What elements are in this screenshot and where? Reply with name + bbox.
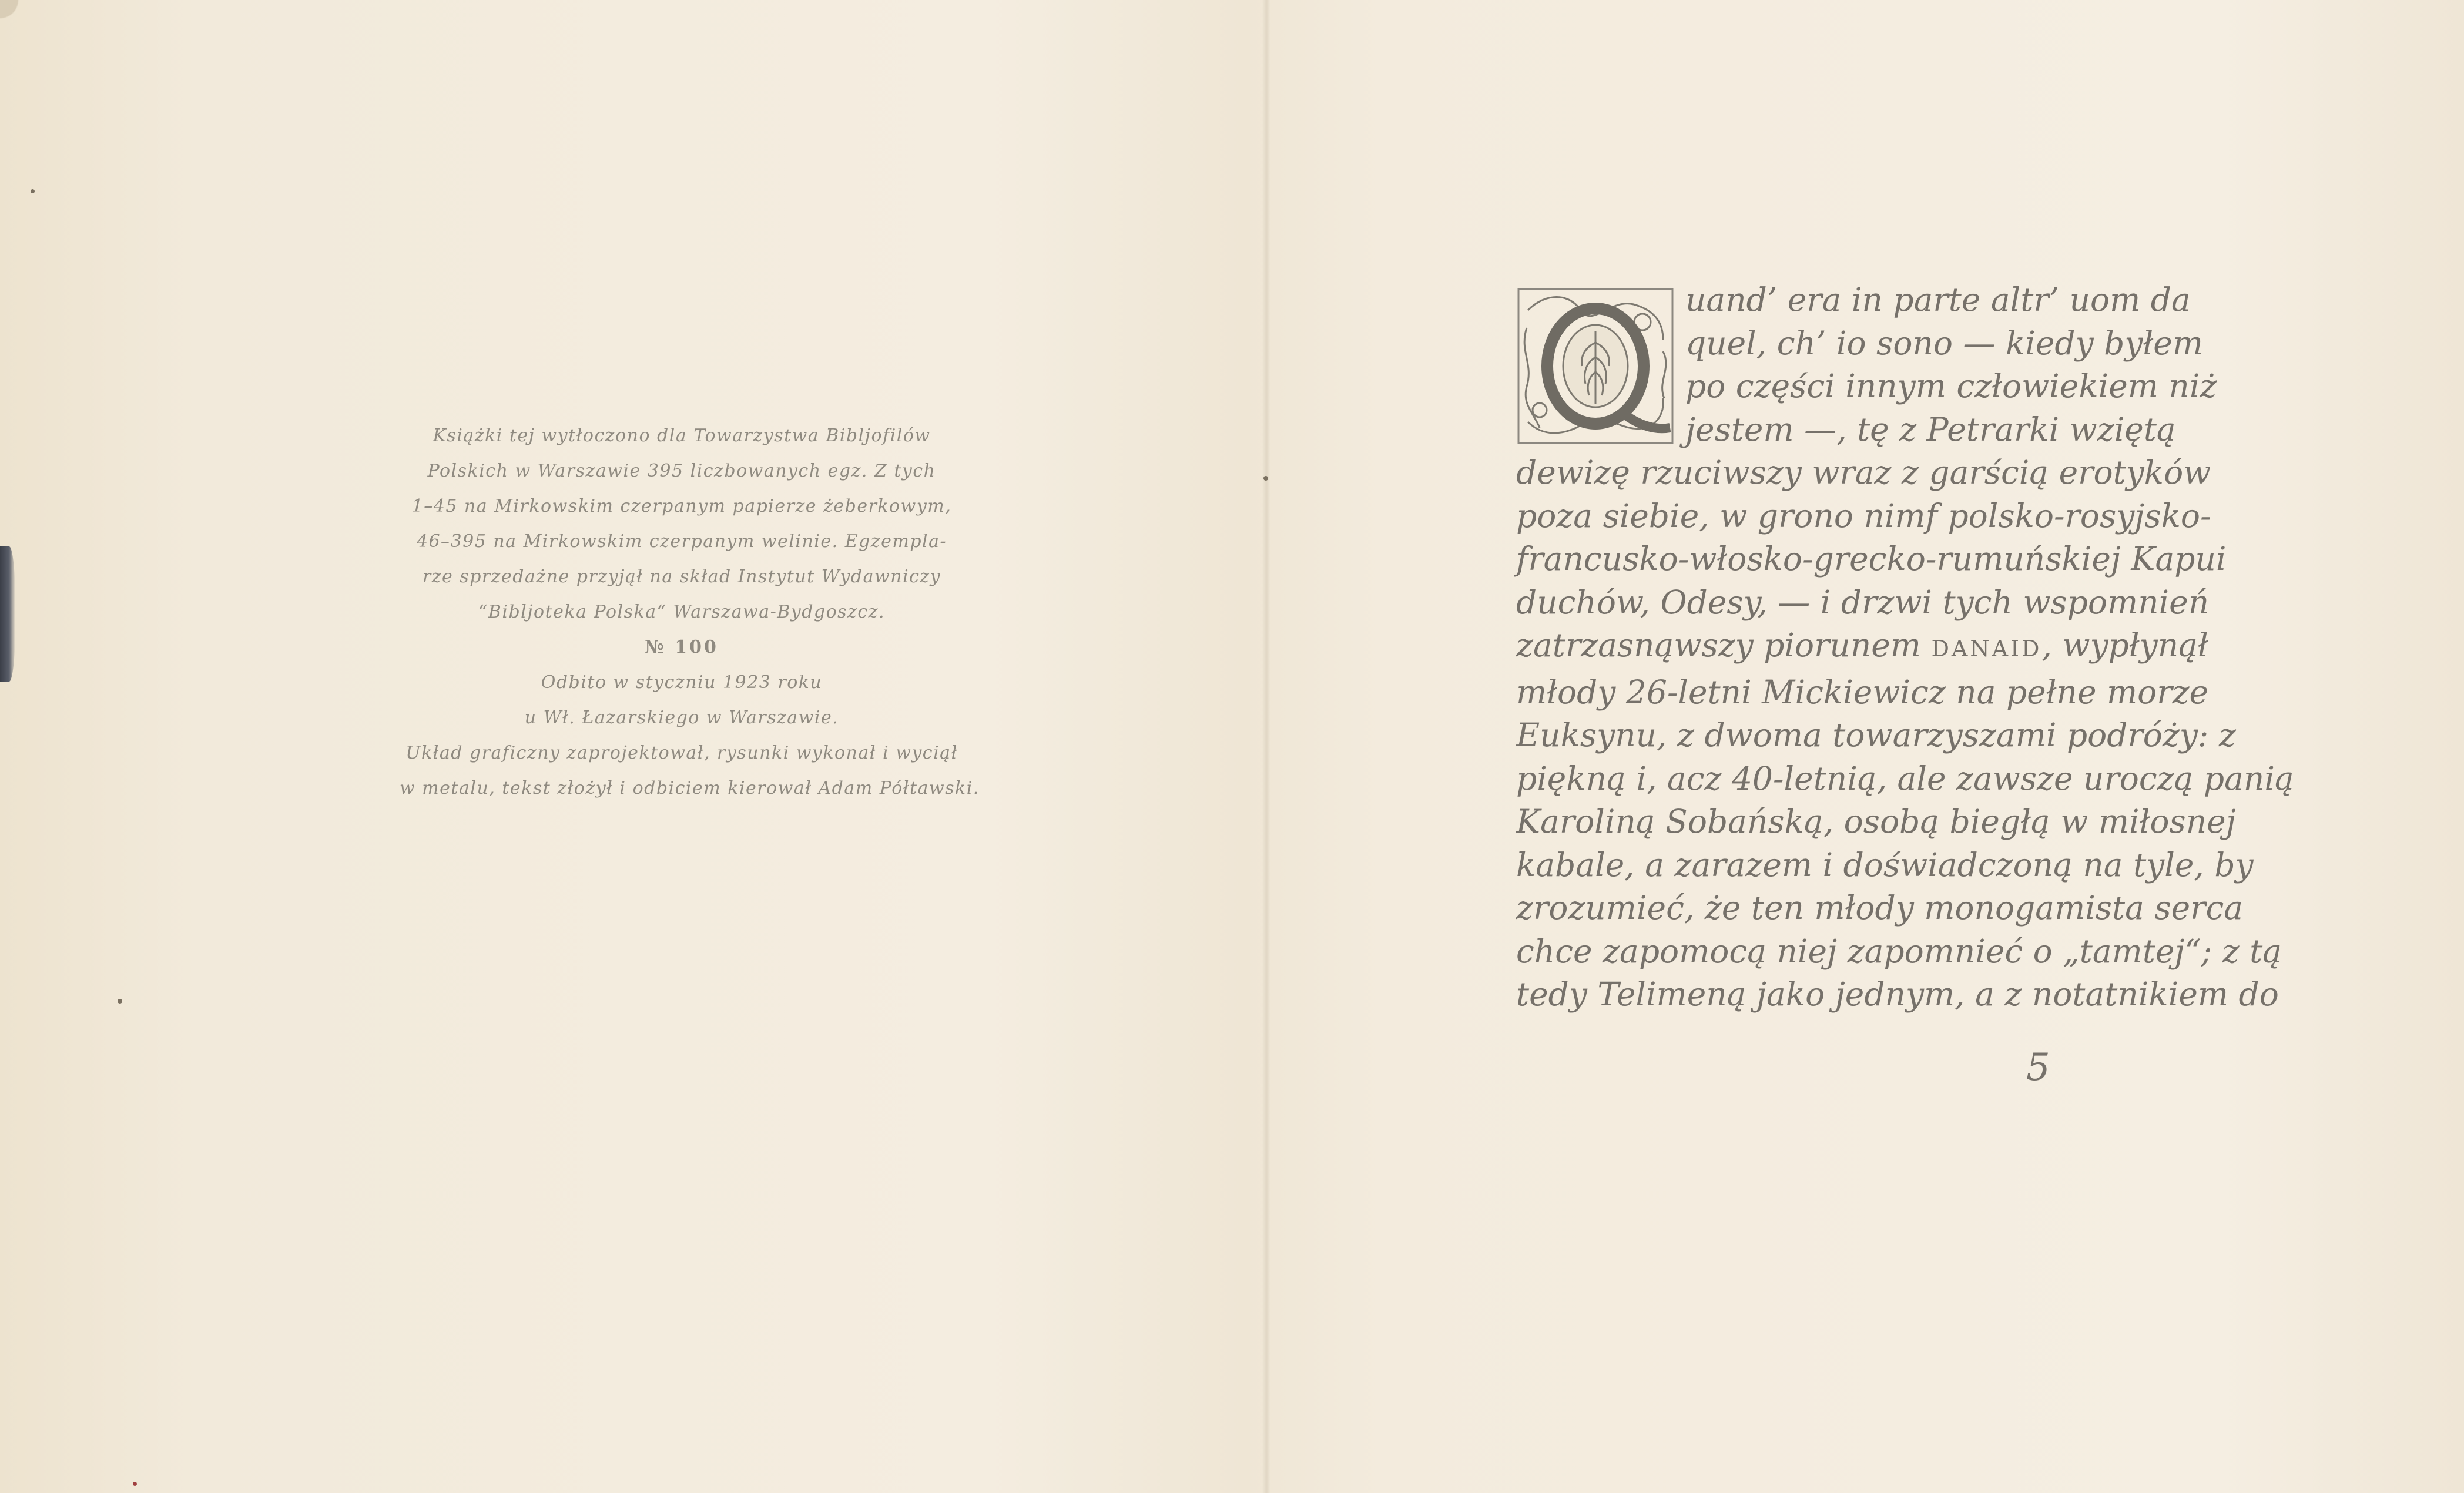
text-line: uand’ era in parte altr’ uom da <box>1685 281 2191 318</box>
text-line: po części innym człowiekiem niż <box>1685 367 2217 405</box>
colophon-line: 1–45 na Mirkowskim czerpanym papierze żeberkowym, <box>411 496 952 516</box>
paper-speck <box>133 1482 137 1486</box>
design-credit-line: Układ graficzny zaprojektował, rysunki wykonał i wyciął <box>405 743 958 763</box>
colophon-line: Polskich w Warszawie 395 liczbowanych egz. Z tych <box>427 461 936 481</box>
paper-speck <box>118 999 122 1004</box>
text-line <box>1516 624 2208 671</box>
design-credit-line: w metalu, tekst złożył i odbiciem kierował Adam Półtawski. <box>400 778 980 798</box>
text-line: tedy Telimeną jako jednym, a z notatnikiem do <box>1516 975 2279 1013</box>
text-line-head: zatrzasnąwszy piorunem <box>1516 626 1921 664</box>
text-line: piękną i, acz 40-letnią, ale zawsze uroczą panią <box>1516 759 2294 797</box>
colophon <box>400 418 980 806</box>
print-date-line: Odbito w styczniu 1923 roku <box>541 672 823 693</box>
page-edge-shadow <box>0 546 15 682</box>
colophon-line: 46–395 na Mirkowskim czerpanym welinie. Egzempla- <box>416 531 947 552</box>
text-line: Euksynu, z dwoma towarzyszami podróży: z <box>1516 716 2236 754</box>
main-text-block <box>1516 279 2294 1016</box>
text-line: młody 26-letni Mickiewicz na pełne morze <box>1516 673 2209 711</box>
colophon-line: Książki tej wytłoczono dla Towarzystwa Bibljofilów <box>433 425 931 446</box>
text-line: Karoliną Sobańską, osobą biegłą w miłosnej <box>1516 803 2236 840</box>
printer-line: u Wł. Łazarskiego w Warszawie. <box>524 707 839 728</box>
text-line: poza siebie, w grono nimf polsko-rosyjsko- <box>1516 496 2211 535</box>
paper-speck <box>31 189 35 193</box>
copy-number: № 100 <box>645 637 719 657</box>
paper-speck <box>1263 476 1268 481</box>
colophon-line: rze sprzedażne przyjął na skład Instytut Wydawniczy <box>422 566 941 587</box>
text-line: chce zapomocą niej zapomnieć o „tamtej“; z tą <box>1516 932 2282 970</box>
text-line: kabale, a zarazem i doświadczoną na tyle, by <box>1516 846 2254 884</box>
text-line: duchów, Odesy, — i drzwi tych wspomnień <box>1516 583 2210 621</box>
text-line-tail: , wypłynął <box>2041 626 2208 664</box>
ornamental-drop-cap <box>1516 287 1675 445</box>
small-caps-word: DANAID <box>1931 636 2042 662</box>
colophon-line: “Bibljoteka Polska“ Warszawa-Bydgoszcz. <box>478 602 886 622</box>
text-line: jestem —, tę z Petrarki wziętą <box>1685 410 2176 448</box>
ornamental-q-initial-icon <box>1516 287 1675 445</box>
text-line: zrozumieć, że ten młody monogamista serca <box>1516 889 2244 927</box>
page-number: 5 <box>2026 1046 2050 1089</box>
text-line: francusko-włosko-grecko-rumuńskiej Kapui <box>1516 540 2227 578</box>
page-corner-curl <box>0 0 35 35</box>
text-line: quel, ch’ io sono — kiedy byłem <box>1685 324 2203 362</box>
text-line: dewizę rzuciwszy wraz z garścią erotyków <box>1516 454 2211 491</box>
